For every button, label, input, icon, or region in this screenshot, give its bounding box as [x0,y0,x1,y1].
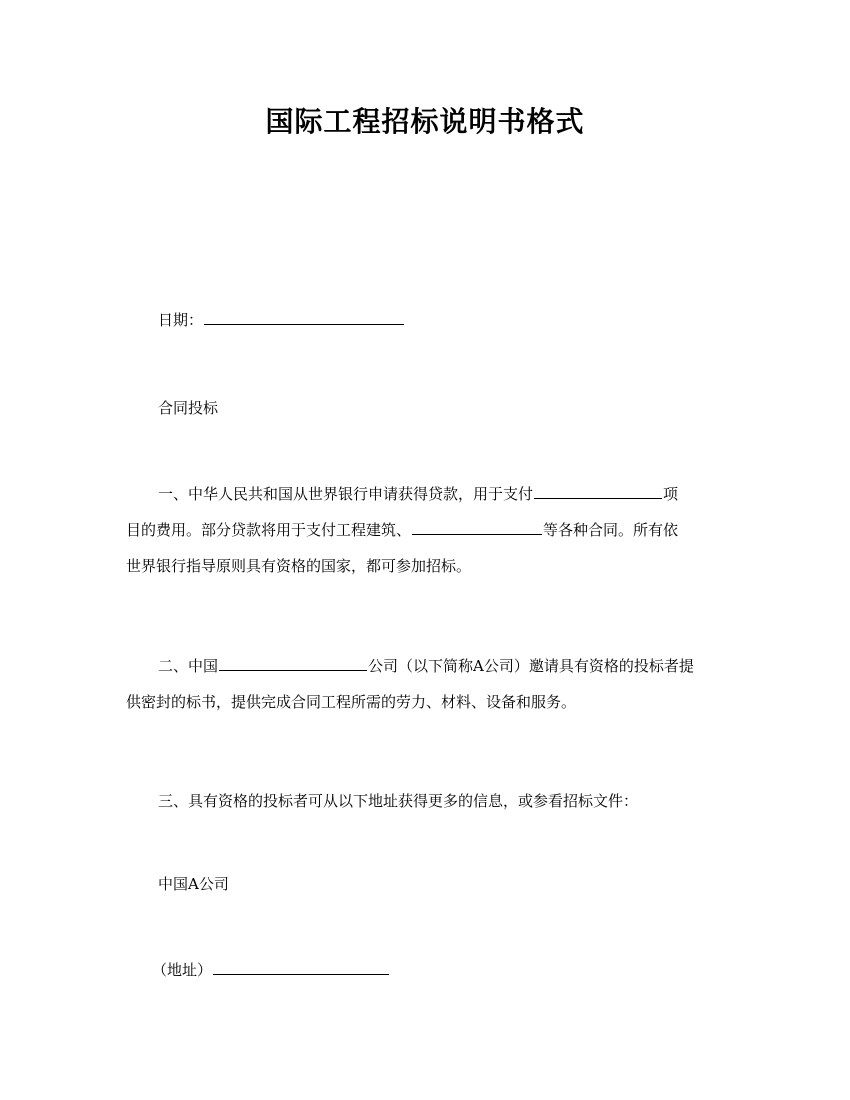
section-1-line-3: 世界银行指导原则具有资格的国家，都可参加招标。 [126,557,472,575]
address-line [126,952,726,988]
section-1-text-d: 等各种合同。所有依 [543,521,679,539]
section-2-text-a: 二、中国 [158,657,219,675]
section-2-line-2: 供密封的标书，提供完成合同工程所需的劳力、材料、设备和服务。 [126,693,577,711]
company-blank [219,669,367,671]
construction-blank [412,533,542,535]
section-1-text-b: 项 [663,485,679,503]
date-line [126,302,726,338]
section-1-line-1 [126,476,726,512]
date-label: 日期： [158,311,204,329]
contract-heading: 合同投标 [158,399,219,417]
address-blank [213,973,389,975]
section-1-line-2 [126,512,726,548]
section-2 [126,648,726,720]
address-label: （地址） [152,961,213,979]
section-1-text-c: 目的费用。部分贷款将用于支付工程建筑、 [126,521,412,539]
date-blank [204,323,404,325]
project-blank [534,497,662,499]
company-name: 中国A公司 [158,875,229,893]
section-2-text-b: 公司（以下简称A公司）邀请具有资格的投标者提 [368,657,694,675]
section-3: 三、具有资格的投标者可从以下地址获得更多的信息，或参看招标文件： [158,792,639,810]
section-2-line-1 [126,648,726,684]
section-1-text-a: 一、中华人民共和国从世界银行申请获得贷款，用于支付 [158,485,534,503]
section-1 [126,476,726,584]
document-title: 国际工程招标说明书格式 [265,105,585,138]
